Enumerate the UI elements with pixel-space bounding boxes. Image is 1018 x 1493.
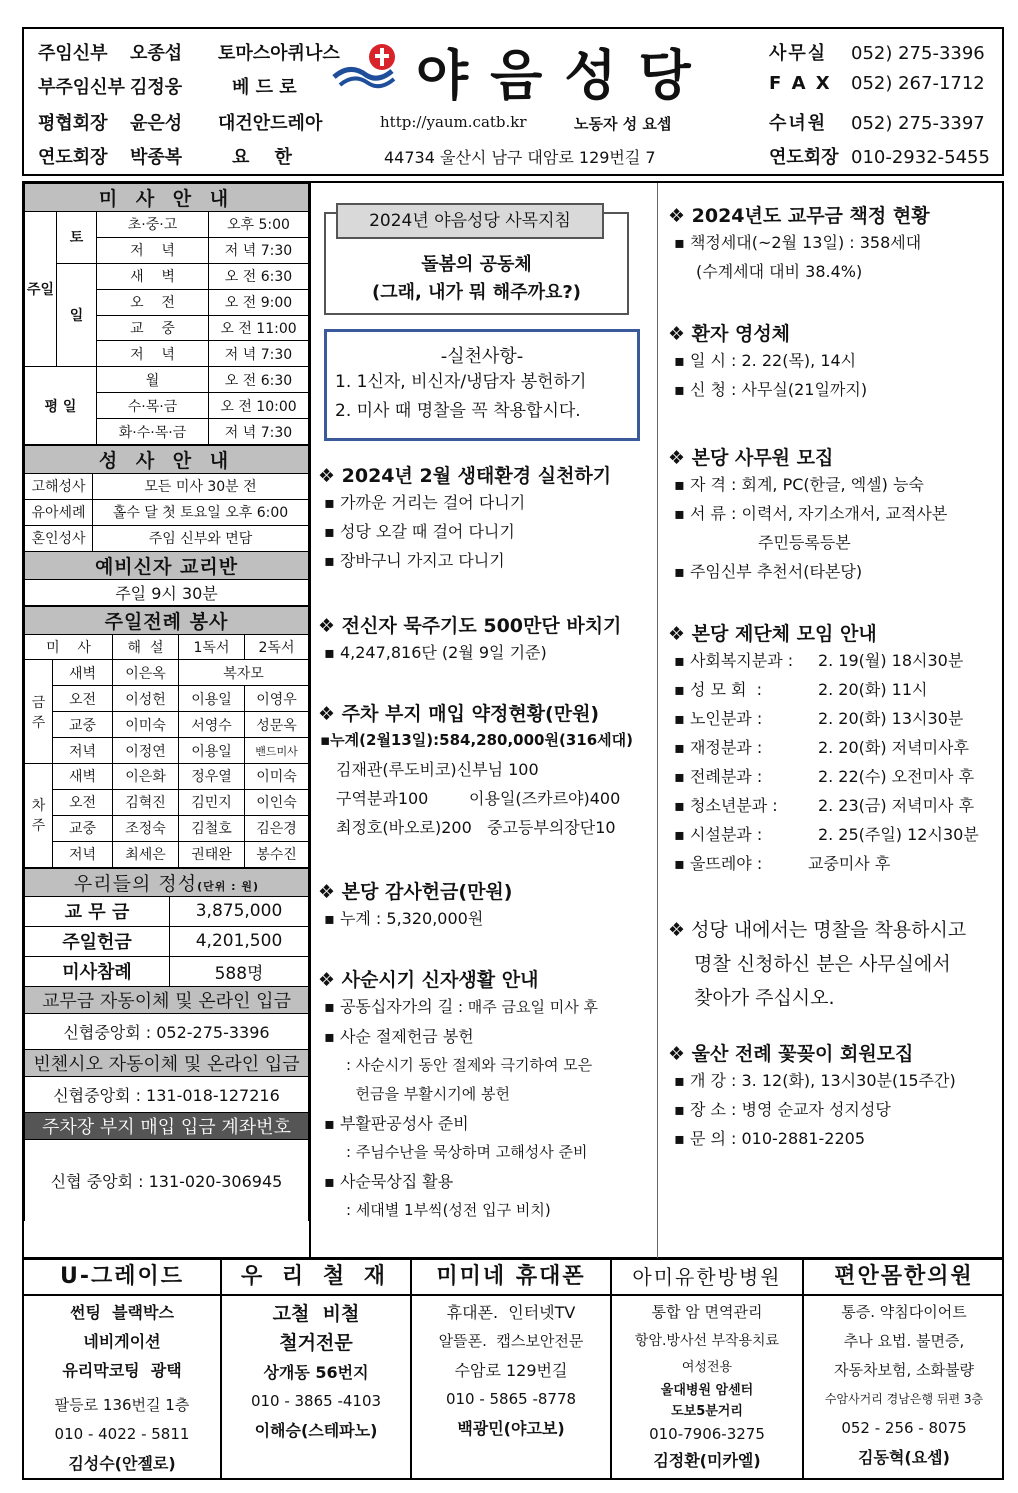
thanks-section: ❖ 본당 감사헌금(만원) ▪ 누계 : 5,320,000원	[318, 881, 513, 928]
patron-saint: 노동자 성 요셉	[574, 115, 672, 133]
ads-bar	[22, 1258, 1004, 1480]
catechumen-title: 예비신자 교리반	[25, 551, 309, 579]
dues-section: ❖ 2024년도 교무금 책정 현황 ▪ 책정세대(~2월 13일) : 358세대 (수계세대 대비 38.4%)	[668, 205, 930, 281]
pastoral-tag: 2024년 야음성당 사목지침	[336, 203, 604, 239]
staff-row: 주임신부 오종섭 토마스아퀴나스	[38, 43, 340, 64]
account-value: 신협중앙회 : 052-275-3396	[25, 1013, 309, 1049]
sacrament-title: 성 사 안 내	[25, 446, 309, 474]
column-divider	[657, 183, 658, 1259]
staff-row: 연도회장 박종복 요 한	[38, 147, 292, 168]
flower-section: ❖ 울산 전례 꽃꽂이 회원모집 ▪ 개 강 : 3. 12(화), 13시30분(15주간) ▪ 장 소 : 병영 순교자 성지성당 ▪ 문 의 : 010-2881-2205	[668, 1043, 956, 1148]
offering-title: 우리들의 정성	[73, 872, 198, 895]
church-name: 야음성당	[416, 44, 713, 107]
offering-table: 우리들의 정성(단위 : 원) 교 무 금 3,875,000 주일헌금 4,201,500 미사참례 588명 교무금 자동이체 및 온라인 입금 신협중앙회 : 052-275-3396 빈첸시오 자동이체 및 온라인 입금 신협중앙회 : 131-018-127216 주차장 부지 매입 입금 계좌번호 신협 중앙회 : 131-020-306945	[24, 868, 309, 1222]
church-logo-icon	[332, 41, 404, 93]
staff-row: 부주임신부 김정웅 베 드 로	[38, 77, 297, 98]
staff-row: 평협회장 윤은성 대건안드레아	[38, 113, 323, 134]
sacrament-table: 성 사 안 내 고해성사 모든 미사 30분 전 유아세례 홀수 달 첫 토요일 오후 6:00 혼인성사 주임 신부와 면담 예비신자 교리반 주일 9시 30분	[24, 445, 309, 606]
mass-schedule-table: 미 사 안 내 주일 토 초·중·고 오후 5:00 저 녁 저 녁 7:30 일 새 벽 오 전 6:30 오 전 오 전 9:00 교 중 오 전 11:00 저 녁 저 녁 7:30 평 일 월 오 전 6:30 수·목·금 오 전 10:00 화·수·목·금 저 녁 7:30	[24, 183, 309, 445]
pastoral-theme: 돌봄의 공동체 (그래, 내가 뭐 해주까요?)	[371, 254, 582, 303]
saturday-label: 토	[57, 212, 97, 264]
account-title: 교무금 자동이체 및 온라인 입금	[25, 986, 309, 1013]
main-content	[22, 181, 1004, 1259]
weekday-label: 평 일	[25, 367, 97, 445]
mass-title: 미 사 안 내	[25, 184, 309, 212]
this-week-label: 금주	[25, 660, 53, 764]
parking-section: ❖ 주차 부지 매입 약정현황(만원) ▪누계(2월13일):584,280,000원(316세대) 김재관(루도비코)신부님 100 구역분과100 이용일(즈카르야)400 최정호(바오로)200 중고등부의장단10	[318, 703, 633, 837]
ad-woori[interactable]: 우 리 철 재 고철 비철 철거전문 상개동 56번지 010 - 3865 -4103 이해승(스테파노)	[222, 1260, 412, 1480]
liturgy-table: 주일전례 봉사 미 사 해 설 1독서 2독서 금주 새벽 이은옥 복자모 오전 이성헌 이용일 이영우 교중 이미숙 서영수 성문옥 저녁 이정연 이용일 밴드미사 차주 새벽 이은화 정우열 이미숙 오전 김혁진 김민지 이인숙 교중 조정숙 김철호 김은경 저녁 최세은 권태완 봉수진	[24, 606, 309, 868]
contact-yeondo: 연도회장 010-2932-5455	[769, 147, 990, 168]
sunday-label: 주일	[25, 212, 57, 367]
church-url[interactable]: http://yaum.catb.kr	[380, 113, 527, 131]
bulletin-header	[22, 27, 1004, 176]
contact-convent: 수녀원 052) 275-3397	[769, 113, 985, 134]
left-column	[24, 183, 311, 1259]
account-title: 빈첸시오 자동이체 및 온라인 입금	[25, 1049, 309, 1076]
catechumen-time: 주일 9시 30분	[25, 579, 309, 605]
account-value: 신협 중앙회 : 131-020-306945	[25, 1139, 309, 1221]
sick-communion-section: ❖ 환자 영성체 ▪ 일 시 : 2. 22(목), 14시 ▪ 신 청 : 사무실(21일까지)	[668, 323, 868, 399]
practice-box: -실천사항- 1. 1신자, 비신자/냉담자 봉헌하기 2. 미사 때 명찰을 꼭 착용합시다.	[324, 329, 640, 441]
offering-unit: (단위 : 원)	[197, 879, 260, 893]
account-title: 주차장 부지 매입 입금 계좌번호	[25, 1112, 309, 1139]
nametag-notice: ❖ 성당 내에서는 명찰을 착용하시고 명찰 신청하신 분은 사무실에서 찾아가 주십시오.	[668, 919, 967, 1009]
contact-office: 사무실 052) 275-3396	[769, 43, 985, 64]
account-value: 신협중앙회 : 131-018-127216	[25, 1076, 309, 1112]
rosary-section: ❖ 전신자 묵주기도 500만단 바치기 ▪ 4,247,816단 (2월 9일 기준)	[318, 615, 622, 662]
eco-section: ❖ 2024년 2월 생태환경 실천하기 ▪ 가까운 거리는 걸어 다니기 ▪ 성당 오갈 때 걸어 다니기 ▪ 장바구니 가지고 다니기	[318, 465, 612, 570]
sun-label: 일	[57, 263, 97, 367]
ad-ugrade[interactable]: U-그레이드 썬팅 블랙박스 네비게이션 유리막코팅 광택 팔등로 136번길 1층 010 - 4022 - 5811 김성수(안젤로)	[24, 1260, 222, 1480]
contact-fax: F A X 052) 267-1712	[769, 73, 985, 94]
church-address: 44734 울산시 남구 대암로 129번길 7	[384, 148, 656, 167]
ad-mimine[interactable]: 미미네 휴대폰 휴대폰. 인터넷TV 알뜰폰. 캡스보안전문 수암로 129번길 010 - 5865 -8778 백광민(야고보)	[412, 1260, 612, 1480]
next-week-label: 차주	[25, 764, 53, 868]
liturgy-title: 주일전례 봉사	[25, 606, 309, 634]
ad-amiyu[interactable]: 아미유한방병원 통합 암 면역관리 항암.방사선 부작용치료 여성전용 울대병원 암센터 도보5분거리 010-7906-3275 김정환(미카엘)	[612, 1260, 804, 1480]
groups-section: ❖ 본당 제단체 모임 안내 ▪ 사회복지분과 : 2. 19(월) 18시30분 ▪ 성 모 회 : 2. 20(화) 11시 ▪ 노인분과 : 2. 20(화) 13시30분 ▪ 재정분과 : 2. 20(화) 저녁미사후 ▪ 전례분과 : 2. 22(수) 오전미사 후 ▪ 청소년분과 : 2. 23(금) 저녁미사 후 ▪ 시설분과 : 2. 25(주일) 12시30분 ▪ 울뜨레야 : 교중미사 후	[668, 623, 979, 873]
staff-recruit-section: ❖ 본당 사무원 모집 ▪ 자 격 : 회계, PC(한글, 엑셀) 능숙 ▪ 서 류 : 이력서, 자기소개서, 교적사본 주민등록등본 ▪ 주임신부 추천서(타본당)	[668, 447, 948, 581]
ad-pyeonan[interactable]: 편안몸한의원 통증. 약침다이어트 추나 요법. 불면증, 자동차보험, 소화불량 수암사거리 경남은행 뒤편 3층 052 - 256 - 8075 김동혁(요셉)	[804, 1260, 1004, 1480]
lent-section: ❖ 사순시기 신자생활 안내 ▪ 공동십자가의 길 : 매주 금요일 미사 후 ▪ 사순 절제헌금 봉헌 : 사순시기 동안 절제와 극기하여 모은 헌금을 부활시기에 봉헌 ▪ 부활판공성사 준비 : 주님수난을 묵상하며 고해성사 준비 ▪ 사순묵상집 활용 : 세대별 1부씩(성전 입구 비치)	[318, 969, 599, 1219]
